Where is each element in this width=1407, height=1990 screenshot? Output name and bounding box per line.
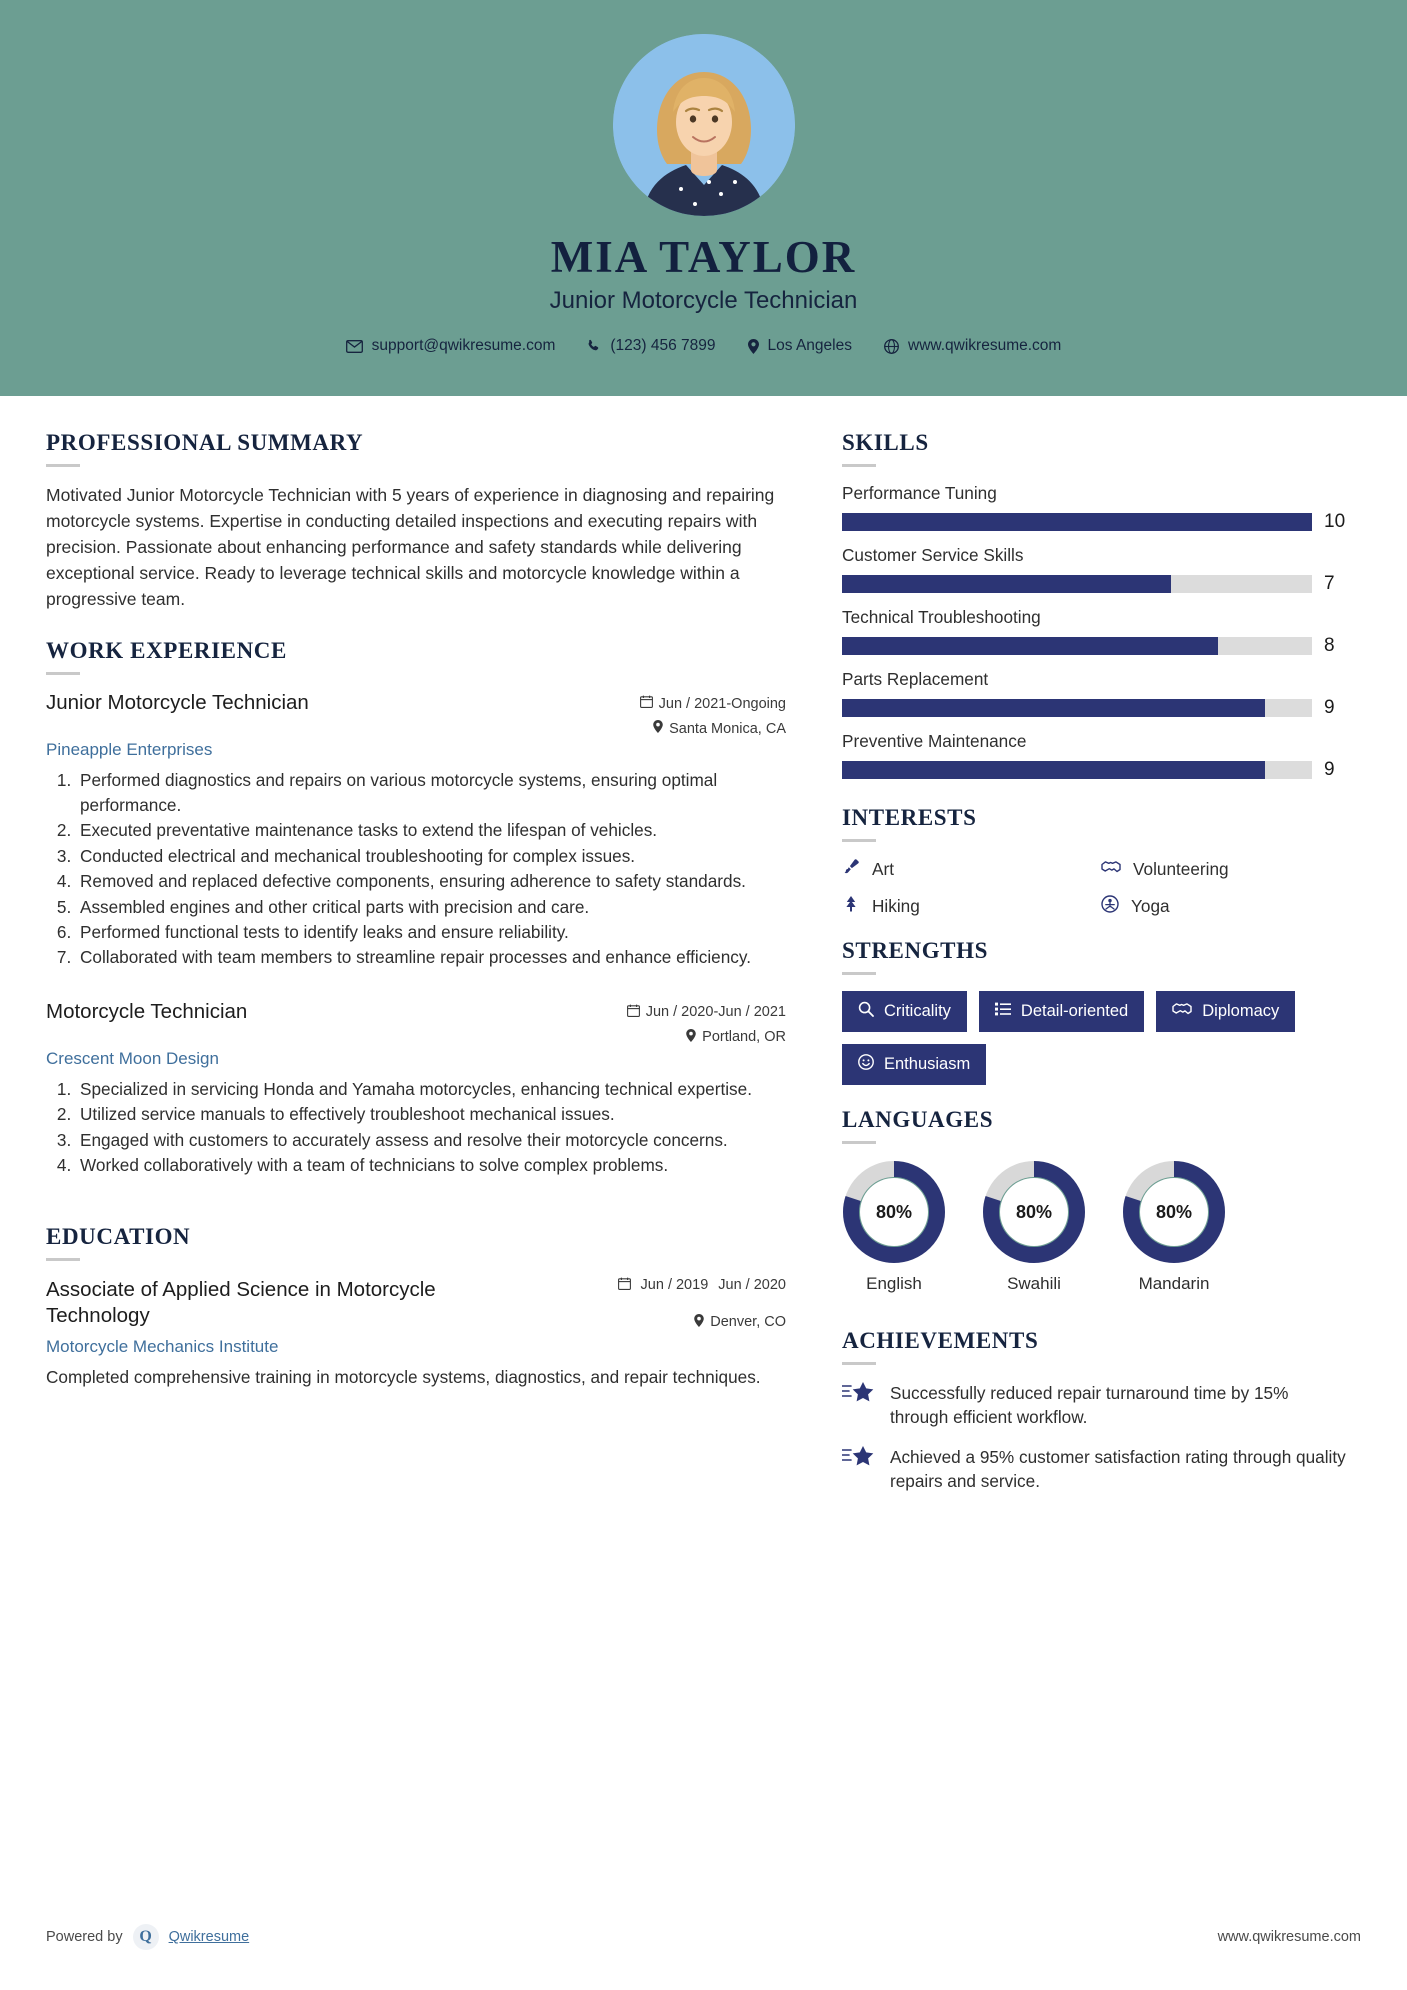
interests-list <box>842 858 1350 918</box>
skill-value: 10 <box>1324 511 1346 532</box>
section-title-skills: SKILLS <box>842 430 929 455</box>
skill-bar-track <box>842 513 1312 531</box>
qwikresume-brand-link[interactable]: Qwikresume <box>168 1929 250 1945</box>
section-divider <box>46 464 80 467</box>
section-title-achievements: ACHIEVEMENTS <box>842 1328 1039 1353</box>
skill-label: Preventive Maintenance <box>842 731 1027 751</box>
education-entry <box>46 1277 786 1390</box>
job-role: Motorcycle Technician <box>46 999 248 1023</box>
location-pin-icon <box>694 1314 704 1331</box>
footer-website[interactable]: www.qwikresume.com <box>1217 1929 1361 1945</box>
strength-label: Criticality <box>884 1002 951 1020</box>
skill-bar-fill <box>842 761 1265 779</box>
contact-location-text: Los Angeles <box>767 337 852 355</box>
skill-bar-fill <box>842 699 1265 717</box>
section-divider <box>842 1362 876 1365</box>
star-badge-icon <box>842 1445 876 1493</box>
list-item: 1. Performed diagnostics and repairs on various motorcycle systems, ensuring optimal performance. <box>76 768 786 817</box>
skill-row <box>842 607 1350 657</box>
skill-value: 8 <box>1324 635 1335 656</box>
interest-label: Art <box>872 859 894 879</box>
globe-icon <box>884 339 899 354</box>
section-divider <box>46 1258 80 1261</box>
education-date-end: Jun / 2020 <box>718 1276 786 1293</box>
list-item: 6. Performed functional tests to identify leaks and ensure reliability. <box>76 920 786 944</box>
education-date-start: Jun / 2019 <box>640 1276 709 1293</box>
calendar-icon <box>618 1277 631 1294</box>
list-item: 5. Assembled engines and other critical parts with precision and care. <box>76 895 786 919</box>
list-item: 2. Executed preventative maintenance tasks to extend the lifespan of vehicles. <box>76 818 786 842</box>
resume-body <box>0 396 1407 1509</box>
avatar <box>613 34 795 216</box>
job-dates <box>640 695 786 712</box>
language-donut <box>1122 1160 1226 1264</box>
contact-phone-text: (123) 456 7899 <box>610 337 716 355</box>
strength-label: Diplomacy <box>1202 1002 1280 1020</box>
list-item: 4. Removed and replaced defective components, ensuring adherence to safety standards. <box>76 869 786 893</box>
section-title-strengths: STRENGTHS <box>842 938 989 963</box>
achievement-text: Achieved a 95% customer satisfaction rating through quality repairs and service. <box>890 1447 1346 1492</box>
paint-brush-icon <box>842 858 860 881</box>
interest-label: Yoga <box>1131 896 1170 916</box>
contact-phone[interactable] <box>571 337 731 355</box>
education-degree: Associate of Applied Science in Motorcycle Technology <box>46 1277 436 1327</box>
job-company: Crescent Moon Design <box>46 1048 219 1068</box>
contact-location[interactable] <box>732 337 868 355</box>
language-label: Swahili <box>1007 1274 1061 1293</box>
list-item: 1. Specialized in servicing Honda and Yamaha motorcycles, enhancing technical expertise. <box>76 1077 786 1101</box>
strengths-list <box>842 991 1350 1085</box>
magnifier-icon <box>858 1001 874 1022</box>
skill-bar-fill <box>842 637 1218 655</box>
yoga-icon <box>1101 895 1119 918</box>
skill-row <box>842 545 1350 595</box>
interest-item <box>842 895 1091 918</box>
language-value: 80% <box>1140 1178 1208 1246</box>
section-title-summary: PROFESSIONAL SUMMARY <box>46 430 364 455</box>
education-location-text: Denver, CO <box>710 1314 786 1331</box>
list-item: 7. Collaborated with team members to streamline repair processes and enhance efficiency. <box>76 945 786 969</box>
interest-item <box>1101 858 1350 881</box>
job-role: Junior Motorcycle Technician <box>46 691 309 715</box>
envelope-icon <box>346 340 363 353</box>
location-pin-icon <box>653 720 663 737</box>
language-item <box>842 1160 946 1294</box>
calendar-icon <box>627 1004 640 1021</box>
interest-item <box>1101 895 1350 918</box>
powered-by <box>46 1924 249 1950</box>
left-column <box>46 430 786 1509</box>
language-value: 80% <box>860 1178 928 1246</box>
skill-bar-track <box>842 761 1312 779</box>
language-donut <box>842 1160 946 1264</box>
job-location-text: Portland, OR <box>702 1029 786 1046</box>
resume-header <box>0 0 1407 396</box>
contact-website-text: www.qwikresume.com <box>908 337 1062 355</box>
phone-icon <box>587 339 601 353</box>
skill-bar-fill <box>842 513 1312 531</box>
education-location <box>618 1314 786 1331</box>
qwikresume-logo-icon: Q <box>133 1924 159 1950</box>
handshake-icon <box>1101 859 1121 880</box>
contact-row <box>330 337 1078 355</box>
achievement-item <box>842 1445 1350 1493</box>
interest-label: Hiking <box>872 896 920 916</box>
languages-list <box>842 1160 1350 1294</box>
header-job-title: Junior Motorcycle Technician <box>549 287 858 315</box>
job-dates-text: Jun / 2020-Jun / 2021 <box>645 1004 786 1021</box>
strength-chip <box>979 991 1144 1032</box>
strength-chip <box>1156 991 1295 1032</box>
language-value: 80% <box>1000 1178 1068 1246</box>
skill-bar-track <box>842 575 1312 593</box>
powered-by-label: Powered by <box>46 1929 123 1945</box>
list-item: 4. Worked collaboratively with a team of technicians to solve complex problems. <box>76 1153 786 1177</box>
achievement-item <box>842 1381 1350 1429</box>
list-icon <box>995 1002 1011 1021</box>
language-label: Mandarin <box>1138 1274 1210 1293</box>
strength-chip <box>842 1044 986 1085</box>
job-location <box>640 720 786 737</box>
interest-label: Volunteering <box>1133 859 1229 879</box>
section-divider <box>46 672 80 675</box>
section-title-work: WORK EXPERIENCE <box>46 638 287 664</box>
skill-bar-track <box>842 637 1312 655</box>
work-entry <box>46 1000 786 1178</box>
skill-row <box>842 731 1350 781</box>
page-footer <box>0 1924 1407 1950</box>
skill-value: 9 <box>1324 759 1335 780</box>
list-item: 2. Utilized service manuals to effectively troubleshoot mechanical issues. <box>76 1102 786 1126</box>
job-bullets <box>46 1077 786 1178</box>
strength-label: Detail-oriented <box>1020 1002 1129 1020</box>
skill-bar-fill <box>842 575 1171 593</box>
job-bullets <box>46 768 786 969</box>
language-label: English <box>866 1274 922 1293</box>
star-badge-icon <box>842 1381 876 1429</box>
handshake-icon <box>1172 1001 1192 1022</box>
job-dates <box>627 1004 786 1021</box>
section-divider <box>842 1141 876 1144</box>
calendar-icon <box>640 695 653 712</box>
section-title-interests: INTERESTS <box>842 805 977 830</box>
skill-value: 9 <box>1324 697 1335 718</box>
language-item <box>1122 1160 1226 1294</box>
skill-bar-track <box>842 699 1312 717</box>
section-title-languages: LANGUAGES <box>842 1107 994 1132</box>
summary-text: Motivated Junior Motorcycle Technician with 5 years of experience in diagnosing and repairing motorcycle systems. Expertise in conducting detailed inspections and executing repairs with precision. Passionate about enhancing performance and safety standards while delivering exceptional service. Ready to leverage technical skills and motorcycle knowledge within a progressive team. <box>46 485 775 609</box>
list-item: 3. Conducted electrical and mechanical troubleshooting for complex issues. <box>76 844 786 868</box>
skill-label: Parts Replacement <box>842 669 989 689</box>
section-divider <box>842 464 876 467</box>
work-entry <box>46 691 786 969</box>
education-school: Motorcycle Mechanics Institute <box>46 1336 279 1356</box>
education-description: Completed comprehensive training in motorcycle systems, diagnostics, and repair techniques. <box>46 1366 761 1387</box>
tree-icon <box>842 895 860 918</box>
skill-row <box>842 483 1350 533</box>
education-dates <box>618 1277 786 1294</box>
job-company: Pineapple Enterprises <box>46 740 213 760</box>
skills-chart <box>842 483 1350 781</box>
contact-email-text: support@qwikresume.com <box>371 337 556 355</box>
section-divider <box>842 972 876 975</box>
list-item: 3. Engaged with customers to accurately assess and resolve their motorcycle concerns. <box>76 1128 786 1152</box>
language-donut <box>982 1160 1086 1264</box>
language-item <box>982 1160 1086 1294</box>
job-dates-text: Jun / 2021-Ongoing <box>658 695 786 712</box>
skill-label: Performance Tuning <box>842 483 997 503</box>
section-title-education: EDUCATION <box>46 1223 191 1249</box>
right-column <box>842 430 1350 1509</box>
location-pin-icon <box>748 339 759 354</box>
contact-website[interactable] <box>868 337 1077 355</box>
page-title: MIA TAYLOR <box>550 232 857 282</box>
skill-label: Customer Service Skills <box>842 545 1024 565</box>
location-pin-icon <box>686 1029 696 1046</box>
strength-chip <box>842 991 967 1032</box>
contact-email[interactable] <box>330 337 572 355</box>
section-divider <box>842 839 876 842</box>
job-location <box>627 1029 786 1046</box>
job-location-text: Santa Monica, CA <box>669 720 786 737</box>
skill-value: 7 <box>1324 573 1335 594</box>
skill-row <box>842 669 1350 719</box>
smiley-icon <box>858 1054 874 1075</box>
interest-item <box>842 858 1091 881</box>
strength-label: Enthusiasm <box>884 1055 971 1073</box>
achievement-text: Successfully reduced repair turnaround time by 15% through efficient workflow. <box>890 1383 1289 1428</box>
skill-label: Technical Troubleshooting <box>842 607 1041 627</box>
